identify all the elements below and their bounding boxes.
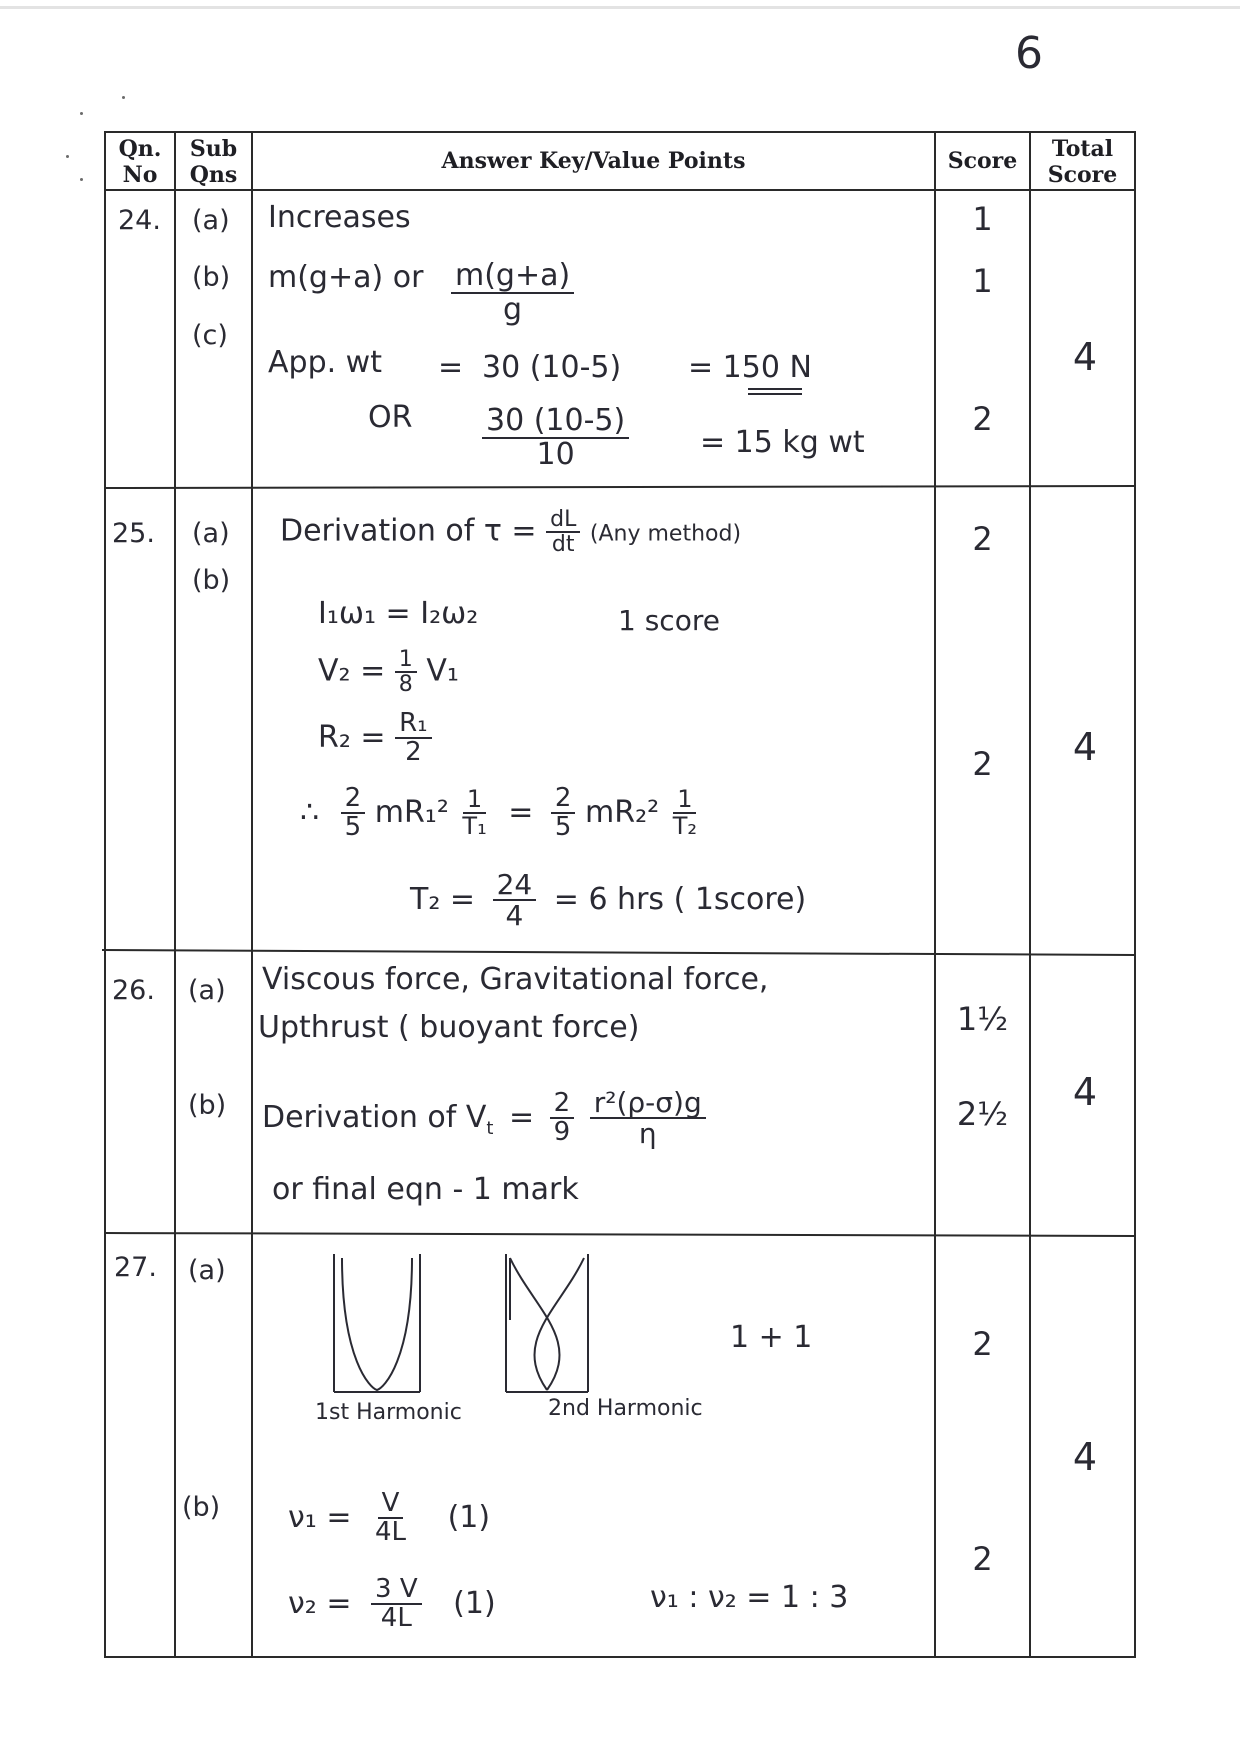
sub-label: (a)	[188, 1255, 226, 1286]
page-number: 6	[1015, 28, 1043, 79]
answer-text: Viscous force, Gravitational force,	[262, 962, 769, 997]
answer-text: m(g+a) or $\frac{m(g+a)}{g}$	[268, 260, 574, 325]
harmonic-label-2: 2nd Harmonic	[548, 1396, 703, 1421]
answer-text: Derivation of $V_t$ = $\frac{2}{9}$ $\frac{\text{r²(ρ-σ)g}}{\eta}$	[262, 1088, 706, 1149]
total-score: 4	[1072, 1070, 1098, 1114]
header-total-score: Total Score	[1047, 136, 1118, 188]
answer-text: R₂ = $\frac{\text{R₁}}{2}$	[318, 710, 432, 767]
answer-text: or final eqn - 1 mark	[272, 1172, 579, 1207]
fraction-numerator: dL	[546, 508, 580, 533]
underline	[748, 388, 802, 395]
fraction-denominator: 4	[505, 899, 524, 933]
score: 2	[972, 745, 993, 783]
fraction-numerator: 1	[395, 648, 417, 673]
score-note: 1 + 1	[730, 1320, 813, 1355]
fraction-denominator: 2	[405, 737, 422, 768]
answer-text: Increases	[268, 200, 411, 235]
harmonics-diagram	[320, 1250, 620, 1410]
score: 2	[972, 400, 993, 438]
header-qn-no: Qn. No	[118, 136, 162, 188]
answer-text: App. wt	[268, 345, 382, 380]
sub-label: (c)	[192, 320, 228, 351]
question-number: 24.	[118, 205, 161, 236]
answer-text: I₁ω₁ = I₂ω₂	[318, 596, 479, 631]
fraction-denominator: g	[503, 291, 523, 327]
sub-label: (a)	[192, 205, 230, 236]
answer-text: ν₂ = $\frac{3 V}{4L}$ (1)	[288, 1574, 496, 1634]
score: 1	[972, 262, 993, 300]
sub-label: (b)	[188, 1090, 227, 1121]
sub-label: (b)	[192, 565, 231, 596]
total-score: 4	[1072, 1435, 1098, 1479]
expression: 30 (10-5)	[482, 350, 622, 385]
score: 2	[972, 520, 993, 558]
answer-text: V₂ = $\frac{1}{8}$ V₁	[318, 647, 459, 698]
harmonic-label-1: 1st Harmonic	[315, 1400, 462, 1425]
total-score: 4	[1072, 725, 1098, 769]
question-number: 25.	[112, 518, 155, 549]
fraction-numerator: 30 (10-5)	[482, 405, 629, 439]
question-number: 26.	[112, 975, 155, 1006]
question-number: 27.	[114, 1252, 157, 1283]
answer-text: Derivation of τ = $\frac{dL}{dt}$ (Any method)	[280, 507, 742, 558]
answer-text	[482, 405, 629, 470]
fraction-numerator: R₁	[395, 710, 432, 739]
header-score: Score	[947, 148, 1018, 174]
result: = 15 kg wt	[700, 425, 865, 460]
sub-label: (b)	[182, 1492, 221, 1523]
header-answer-key: Answer Key/Value Points	[441, 148, 746, 174]
answer-text: ν₁ = $\frac{V}{4L}$ (1)	[288, 1488, 491, 1548]
fraction-denominator: 8	[398, 672, 413, 698]
score: 2½	[956, 1095, 1009, 1133]
score: 1	[972, 200, 993, 238]
answer-text: ∴ $\frac{2}{5}$ mR₁² $\frac{1}{\text{T₁}}$ = $\frac{2}{5}$ mR₂² $\frac{1}{\text{T₂}}$	[300, 783, 697, 843]
or-label: OR	[368, 400, 413, 435]
score: 2	[972, 1540, 993, 1578]
answer-text: T₂ = $\frac{24}{4}$ = 6 hrs ( 1score)	[410, 868, 807, 933]
answer-text: Upthrust ( buoyant force)	[258, 1010, 640, 1045]
fraction-denominator: dt	[551, 532, 575, 558]
ratio: ν₁ : ν₂ = 1 : 3	[650, 1580, 849, 1615]
equals-sign: =	[438, 350, 464, 385]
sub-label: (b)	[192, 262, 231, 293]
fraction-numerator: m(g+a)	[451, 260, 574, 294]
fraction-denominator: 10	[536, 436, 575, 472]
fraction-numerator: 24	[493, 870, 537, 901]
total-score: 4	[1072, 335, 1098, 379]
score: 1½	[956, 1000, 1009, 1038]
sub-label: (a)	[192, 518, 230, 549]
score: 2	[972, 1325, 993, 1363]
result: = 150 N	[688, 350, 812, 385]
header-sub-qns: Sub Qns	[189, 136, 238, 188]
sub-label: (a)	[188, 975, 226, 1006]
score-note: 1 score	[618, 604, 720, 637]
